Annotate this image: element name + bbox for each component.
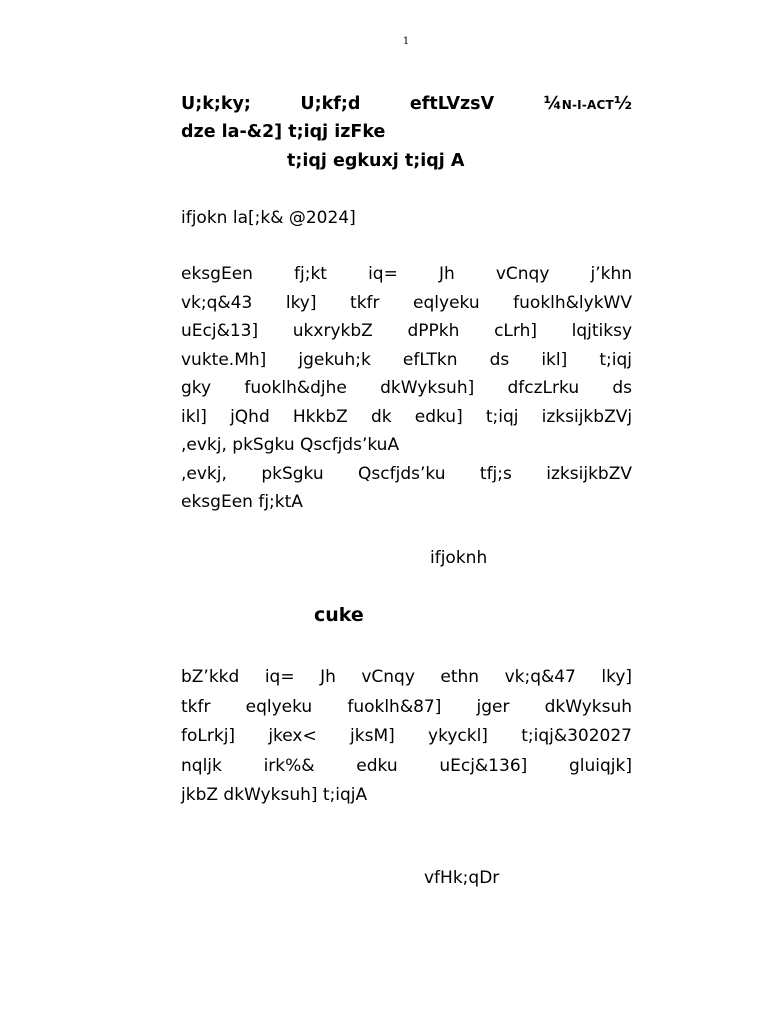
- case-number: ifjokn la[;k& @2024]: [181, 208, 356, 228]
- word: edku: [356, 755, 398, 776]
- close-bracket: ½: [613, 94, 633, 114]
- word: gky: [181, 378, 212, 398]
- word: dfczLrku: [507, 378, 580, 398]
- accused-line-1: [181, 663, 632, 693]
- accused-details: [181, 663, 632, 811]
- court-name-line-3: t;iqj egkuxj t;iqj A: [287, 151, 465, 171]
- word: nqljk: [181, 755, 222, 776]
- word: irk%&: [263, 755, 315, 776]
- word: ikl]: [541, 349, 568, 370]
- word: bZ’kkd: [181, 667, 240, 687]
- word: foLrkj]: [181, 726, 236, 746]
- word: tkfr: [350, 292, 380, 313]
- petitioner-line-3: [181, 317, 632, 346]
- court-name-line-1-text: [181, 94, 632, 114]
- word: fj;kt: [294, 264, 327, 284]
- word: eqlyeku: [245, 696, 313, 717]
- word: eksgEen: [181, 264, 253, 284]
- word: dkWyksuh: [544, 696, 633, 717]
- word: lky]: [285, 292, 317, 313]
- word: dkWyksuh]: [380, 378, 475, 398]
- word: ukxrykbZ: [292, 321, 373, 341]
- accused-line-5: jkbZ dkWyksuh] t;iqjA: [181, 785, 368, 805]
- petitioner-line-6: [181, 403, 632, 432]
- word: uEcj&136]: [439, 755, 528, 776]
- versus-heading: cuke: [314, 604, 364, 626]
- page-number: 1: [402, 36, 410, 47]
- court-name-line-1: [181, 94, 632, 114]
- petitioner-line-5: [181, 374, 632, 403]
- word: ds: [612, 378, 633, 398]
- word: jgekuh;k: [298, 349, 371, 370]
- word: ds: [489, 349, 510, 370]
- word: lky]: [601, 667, 633, 687]
- word: dk: [370, 406, 392, 427]
- word: HkkbZ: [292, 406, 348, 427]
- word: jger: [476, 696, 510, 717]
- accused-role-label: vfHk;qDr: [424, 868, 500, 888]
- word: izksijkbZVj: [541, 406, 633, 427]
- word: vCnqy: [495, 264, 550, 284]
- word: vCnqy: [361, 667, 415, 687]
- word: cLrh]: [494, 321, 537, 341]
- word: tkfr: [181, 696, 211, 717]
- word: t;iqj: [485, 406, 519, 427]
- word: ykyckl]: [428, 726, 488, 746]
- petitioner-line-7: ,evkj, pkSgku Qscfjds’kuA: [181, 435, 400, 455]
- court-act-bracket: [544, 94, 632, 114]
- accused-line-2: [181, 693, 632, 723]
- court-word: U;kf;d: [300, 94, 361, 114]
- open-bracket: ¼: [543, 94, 562, 114]
- word: fuoklh&lykWV: [513, 292, 632, 313]
- word: tfj;s: [479, 463, 512, 484]
- word: lqjtiksy: [571, 321, 633, 341]
- word: Qscfjds’ku: [358, 463, 446, 484]
- court-word: U;k;ky;: [181, 94, 251, 114]
- word: ,evkj,: [181, 463, 227, 484]
- word: dPPkh: [407, 321, 460, 341]
- word: vk;q&43: [181, 292, 253, 313]
- court-word: eftLVzsV: [409, 94, 495, 114]
- word: Jh: [320, 667, 336, 687]
- act-name: N-I-ACT: [561, 98, 614, 112]
- accused-line-3: [181, 722, 632, 752]
- word: jkex<: [268, 726, 317, 746]
- petitioner-line-8: [181, 460, 632, 489]
- word: t;iqj&302027: [521, 726, 632, 746]
- word: vk;q&47: [504, 667, 576, 687]
- petitioner-details: [181, 260, 632, 517]
- petitioner-role-label: ifjoknh: [430, 548, 488, 568]
- petitioner-line-2: [181, 289, 632, 318]
- word: ikl]: [181, 406, 207, 427]
- petitioner-line-9: eksgEen fj;ktA: [181, 492, 303, 512]
- court-name-line-2: dze la-&2] t;iqj izFke: [181, 122, 386, 142]
- word: pkSgku: [261, 463, 324, 484]
- word: gluiqjk]: [568, 755, 632, 776]
- accused-line-4: [181, 752, 632, 782]
- word: vukte.Mh]: [181, 349, 267, 370]
- word: j’khn: [590, 264, 633, 284]
- word: eqlyeku: [413, 292, 480, 313]
- word: izksijkbZV: [546, 463, 632, 484]
- petitioner-line-4: [181, 346, 632, 375]
- word: t;iqj: [599, 349, 632, 370]
- word: fuoklh&djhe: [244, 378, 347, 398]
- word: iq=: [368, 264, 398, 284]
- word: iq=: [264, 667, 295, 687]
- word: fuoklh&87]: [347, 696, 442, 717]
- word: jksM]: [350, 726, 395, 746]
- word: uEcj&13]: [181, 321, 259, 341]
- word: Jh: [438, 264, 455, 284]
- word: efLTkn: [402, 349, 458, 370]
- word: edku]: [414, 406, 463, 427]
- word: ethn: [440, 667, 480, 687]
- petitioner-line-1: [181, 260, 632, 289]
- word: jQhd: [230, 406, 270, 427]
